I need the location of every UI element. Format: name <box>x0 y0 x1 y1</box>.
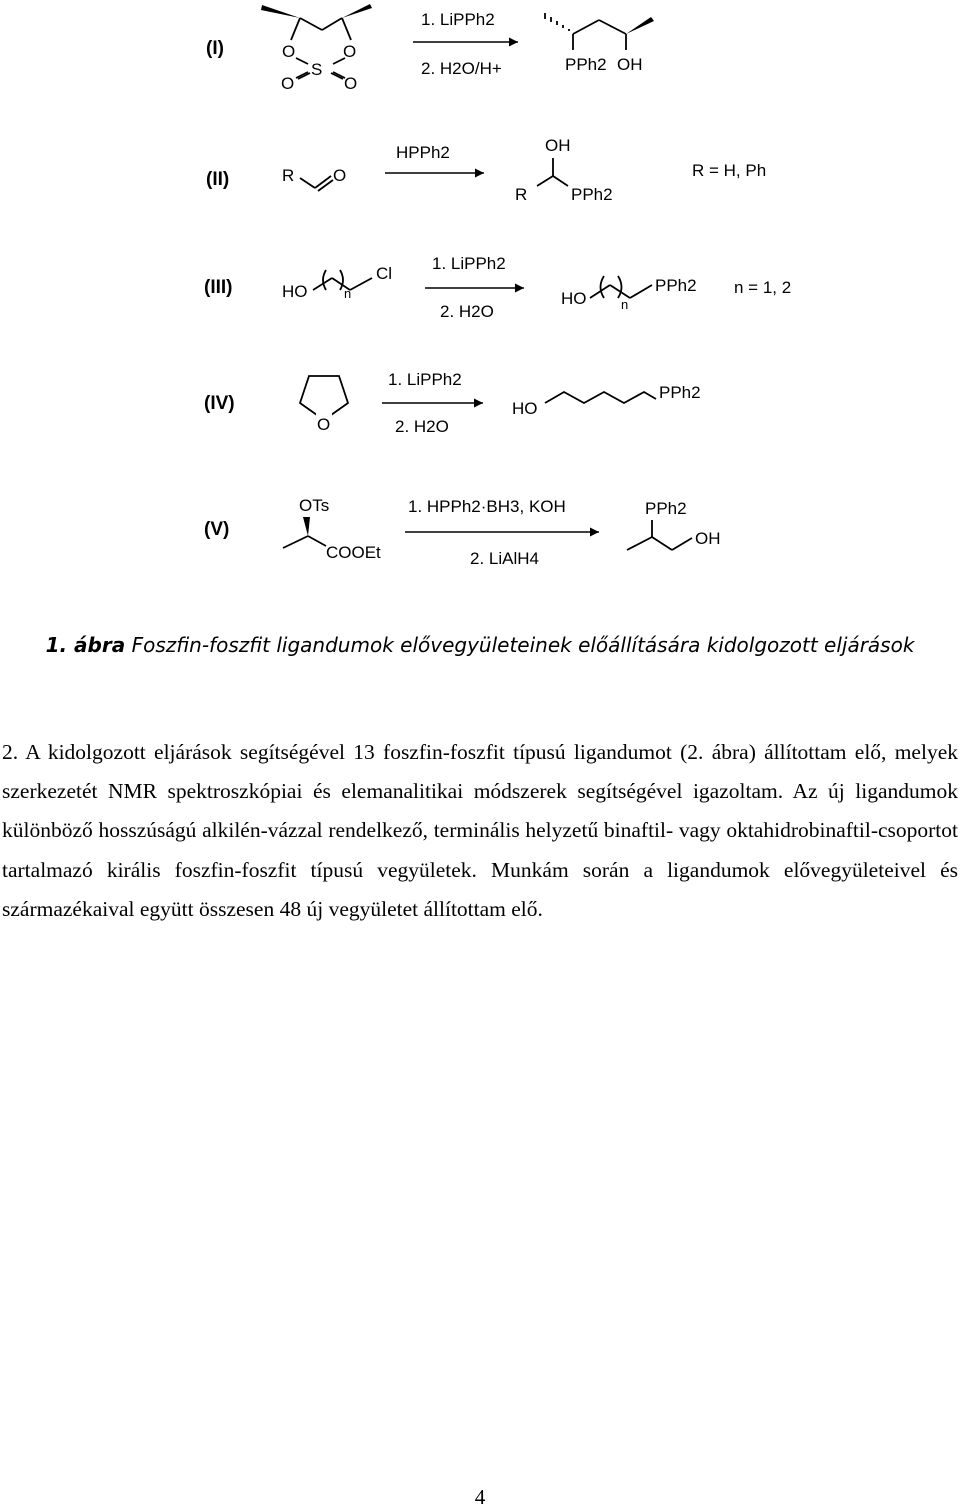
reactant-atom: OTs <box>299 496 330 515</box>
reactant-atom: Cl <box>376 264 393 283</box>
reaction-row-1 <box>206 4 654 93</box>
reaction-row-3 <box>204 254 791 321</box>
product-group: PPh2 <box>655 276 697 295</box>
reagent-label: 1. LiPPh2 <box>432 254 506 273</box>
row-label: (III) <box>204 277 233 298</box>
reagent-label: 1. LiPPh2 <box>421 10 495 29</box>
product-structure <box>537 158 568 186</box>
reagent-label: 2. H2O/H+ <box>421 59 502 78</box>
product-group: PPh2 <box>659 383 701 402</box>
product-structure <box>590 276 652 298</box>
reactant-structure <box>283 517 326 548</box>
reactant-atom: S <box>311 60 323 79</box>
reagent-label: HPPh2 <box>396 143 450 162</box>
product-group: OH <box>545 136 571 155</box>
reagent-label: 2. H2O <box>440 302 494 321</box>
row-label: (II) <box>206 169 230 190</box>
reactant-atom: O <box>344 74 358 93</box>
reactant-atom: O <box>333 166 347 185</box>
body-paragraph: 2. A kidolgozott eljárások segítségével 13 foszfin-foszfit típusú ligandumot (2. ábra) állítottam elő, melyek szerkezetét NMR spektroszkópiai és elemanalitikai módszerek segítségével igazoltam. Az új ligandumok különböző hosszúságú alkilén-vázzal rendelkező, terminális helyzetű binaftil- vagy oktahidrobinaftil-csoportot tartalmazó királis foszfin-foszfit típusú vegyületek. Munkám során a ligandumok elővegyületeivel és származékaival együtt összesen 48 új vegyületet állítottam elő. <box>2 740 958 921</box>
reagent-label: 1. HPPh2·BH3, KOH <box>408 497 566 516</box>
product-group: PPh2 <box>565 55 607 74</box>
product-group: PPh2 <box>645 499 687 518</box>
product-group: R <box>515 185 528 204</box>
reactant-atom: COOEt <box>326 543 381 562</box>
product-structure <box>545 392 656 403</box>
caption-number: 1. ábra <box>45 633 126 657</box>
reactant-atom: O <box>317 415 331 434</box>
row-label: (IV) <box>204 393 235 414</box>
reaction-row-2 <box>206 136 766 204</box>
substituent-note: n = 1, 2 <box>734 278 792 297</box>
product-group: OH <box>617 55 643 74</box>
row-label: (V) <box>204 519 230 540</box>
product-group: HO <box>561 289 587 308</box>
reaction-row-5 <box>204 496 721 568</box>
reactant-structure <box>313 270 372 290</box>
substituent-note: R = H, Ph <box>692 161 767 180</box>
reactant-atom: O <box>282 42 296 61</box>
reactant-atom: HO <box>282 282 308 301</box>
reaction-row-4 <box>204 370 701 436</box>
product-structure <box>545 13 654 50</box>
product-group: OH <box>695 529 721 548</box>
row-label: (I) <box>206 38 224 59</box>
product-group: PPh2 <box>571 185 613 204</box>
page-number: 4 <box>474 1485 486 1509</box>
caption-text: Foszfin-foszfit ligandumok elővegyületeinek előállítására kidolgozott eljárások <box>131 633 915 657</box>
product-group: HO <box>512 399 538 418</box>
product-structure <box>627 520 692 550</box>
reactant-atom: O <box>343 42 357 61</box>
reagent-label: 2. H2O <box>395 417 449 436</box>
figure-caption <box>0 622 960 668</box>
reagent-label: 1. LiPPh2 <box>388 370 462 389</box>
reaction-scheme <box>0 0 960 610</box>
reagent-label: 2. LiAlH4 <box>470 549 539 568</box>
reactant-atom: O <box>281 74 295 93</box>
reactant-structure <box>300 176 333 191</box>
repeat-subscript: n <box>621 297 629 312</box>
repeat-subscript: n <box>344 286 352 301</box>
reactant-atom: R <box>282 166 295 185</box>
